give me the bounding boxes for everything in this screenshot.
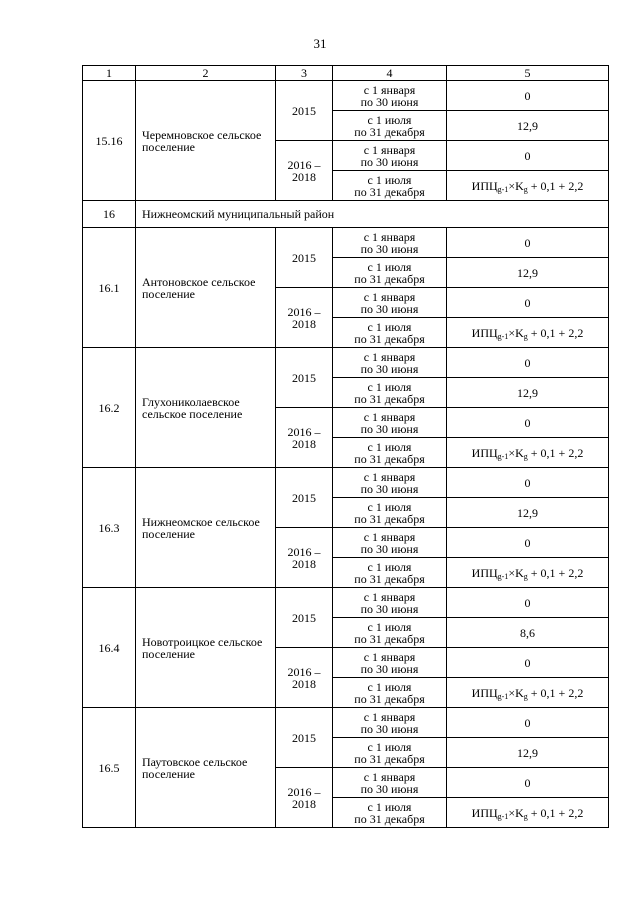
formula-tail: + 0,1 + 2,2 [527,805,584,820]
formula-cell [447,438,609,468]
period-cell [333,81,447,111]
value-cell: 0 [447,648,609,678]
year-cell: 2015 [276,348,333,408]
formula-multiplier: ×K [508,565,524,580]
formula-base: ИПЦ [471,805,498,820]
value-cell: 0 [447,228,609,258]
formula-cell [447,798,609,828]
period-cell [333,348,447,378]
formula-subscript: g-1 [497,691,509,701]
column-header: 4 [333,66,447,81]
entry-number: 16.2 [83,348,136,468]
period-start: с 1 июля [367,259,412,274]
period-start: с 1 января [363,409,416,424]
value-cell: 0 [447,408,609,438]
formula-subscript: g [523,184,528,194]
formula-tail: + 0,1 + 2,2 [527,685,584,700]
formula-multiplier: ×K [508,178,524,193]
period-start: с 1 января [363,229,416,244]
year-cell: 2016 – 2018 [276,528,333,588]
period-start: с 1 января [363,82,416,97]
year-cell: 2016 – 2018 [276,408,333,468]
section-row [83,201,609,228]
period-start: с 1 июля [367,319,412,334]
period-start: с 1 января [363,769,416,784]
period-end: по 31 декабря [354,511,425,526]
column-header: 2 [136,66,276,81]
period-cell [333,468,447,498]
period-start: с 1 июля [367,379,412,394]
period-end: по 30 июня [360,601,419,616]
column-header: 5 [447,66,609,81]
formula-base: ИПЦ [471,685,498,700]
period-end: по 30 июня [360,781,419,796]
period-end: по 30 июня [360,661,419,676]
formula-multiplier: ×K [508,805,524,820]
period-end: по 31 декабря [354,811,425,826]
formula-tail: + 0,1 + 2,2 [527,565,584,580]
formula-subscript: g-1 [497,451,509,461]
entry-number: 16.4 [83,588,136,708]
period-end: по 31 декабря [354,184,425,199]
period-start: с 1 июля [367,172,412,187]
year-cell: 2016 – 2018 [276,768,333,828]
formula-cell [447,678,609,708]
entry-number: 16.1 [83,228,136,348]
formula-base: ИПЦ [471,565,498,580]
period-start: с 1 июля [367,619,412,634]
value-cell: 0 [447,81,609,111]
period-start: с 1 июля [367,739,412,754]
value-cell: 12,9 [447,378,609,408]
period-cell [333,438,447,468]
period-cell [333,171,447,201]
year-cell: 2015 [276,708,333,768]
table-row [83,708,609,738]
period-start: с 1 января [363,649,416,664]
period-end: по 30 июня [360,301,419,316]
year-cell: 2016 – 2018 [276,648,333,708]
year-cell: 2015 [276,81,333,141]
period-end: по 30 июня [360,421,419,436]
period-cell [333,588,447,618]
period-start: с 1 июля [367,799,412,814]
period-end: по 30 июня [360,154,419,169]
settlement-name: Паутовское сельское поселение [136,708,276,828]
period-end: по 31 декабря [354,451,425,466]
period-end: по 31 декабря [354,751,425,766]
formula-subscript: g [523,811,528,821]
section-name: Нижнеомский муниципальный район [136,201,609,228]
value-cell: 0 [447,768,609,798]
settlement-name: Антоновское сельское поселение [136,228,276,348]
year-cell: 2015 [276,228,333,288]
period-cell [333,708,447,738]
period-start: с 1 января [363,349,416,364]
formula-tail: + 0,1 + 2,2 [527,178,584,193]
year-cell: 2015 [276,468,333,528]
period-start: с 1 июля [367,679,412,694]
period-cell [333,111,447,141]
period-start: с 1 января [363,529,416,544]
page-number: 31 [313,36,327,51]
formula-base: ИПЦ [471,178,498,193]
entry-number: 15.16 [83,81,136,201]
settlement-name: Глухониколаевское сельское поселение [136,348,276,468]
formula-tail: + 0,1 + 2,2 [527,445,584,460]
period-end: по 31 декабря [354,631,425,646]
year-cell: 2015 [276,588,333,648]
table-body [83,66,609,828]
value-cell: 0 [447,708,609,738]
value-cell: 0 [447,588,609,618]
section-number: 16 [83,201,136,228]
column-header: 1 [83,66,136,81]
formula-cell [447,171,609,201]
period-start: с 1 января [363,469,416,484]
period-start: с 1 июля [367,112,412,127]
period-end: по 31 декабря [354,124,425,139]
period-cell [333,141,447,171]
year-cell: 2016 – 2018 [276,141,333,201]
period-cell [333,288,447,318]
value-cell: 12,9 [447,738,609,768]
period-cell [333,528,447,558]
value-cell: 0 [447,528,609,558]
period-cell [333,768,447,798]
period-cell [333,378,447,408]
period-cell [333,678,447,708]
formula-multiplier: ×K [508,325,524,340]
table-header-row [83,66,609,81]
value-cell: 0 [447,348,609,378]
formula-subscript: g-1 [497,184,509,194]
value-cell: 0 [447,468,609,498]
period-start: с 1 июля [367,499,412,514]
formula-multiplier: ×K [508,445,524,460]
settlement-name: Черемновское сельское поселение [136,81,276,201]
period-cell [333,498,447,528]
period-end: по 30 июня [360,541,419,556]
formula-subscript: g [523,451,528,461]
period-start: с 1 января [363,142,416,157]
period-cell [333,258,447,288]
period-cell [333,558,447,588]
period-cell [333,648,447,678]
value-cell: 12,9 [447,258,609,288]
tariff-table [82,65,609,828]
table-row [83,468,609,498]
period-end: по 30 июня [360,361,419,376]
table-row [83,81,609,111]
value-cell: 8,6 [447,618,609,648]
period-end: по 31 декабря [354,391,425,406]
formula-subscript: g [523,571,528,581]
period-start: с 1 января [363,289,416,304]
period-start: с 1 июля [367,439,412,454]
period-cell [333,738,447,768]
settlement-name: Новотроицкое сельское поселение [136,588,276,708]
period-end: по 31 декабря [354,271,425,286]
table-row [83,588,609,618]
period-end: по 31 декабря [354,571,425,586]
value-cell: 12,9 [447,111,609,141]
formula-base: ИПЦ [471,445,498,460]
period-cell [333,408,447,438]
entry-number: 16.5 [83,708,136,828]
period-end: по 31 декабря [354,331,425,346]
formula-subscript: g [523,331,528,341]
table-row [83,348,609,378]
formula-subscript: g-1 [497,571,509,581]
period-cell [333,798,447,828]
period-end: по 30 июня [360,481,419,496]
column-header: 3 [276,66,333,81]
period-end: по 30 июня [360,241,419,256]
value-cell: 12,9 [447,498,609,528]
table-row [83,228,609,258]
year-cell: 2016 – 2018 [276,288,333,348]
formula-base: ИПЦ [471,325,498,340]
period-start: с 1 января [363,589,416,604]
entry-number: 16.3 [83,468,136,588]
value-cell: 0 [447,288,609,318]
formula-subscript: g-1 [497,811,509,821]
period-end: по 30 июня [360,94,419,109]
formula-multiplier: ×K [508,685,524,700]
formula-subscript: g [523,691,528,701]
period-cell [333,618,447,648]
period-start: с 1 января [363,709,416,724]
value-cell: 0 [447,141,609,171]
period-cell [333,228,447,258]
formula-subscript: g-1 [497,331,509,341]
formula-cell [447,318,609,348]
period-start: с 1 июля [367,559,412,574]
formula-cell [447,558,609,588]
settlement-name: Нижнеомское сельское поселение [136,468,276,588]
formula-tail: + 0,1 + 2,2 [527,325,584,340]
period-end: по 31 декабря [354,691,425,706]
period-cell [333,318,447,348]
period-end: по 30 июня [360,721,419,736]
